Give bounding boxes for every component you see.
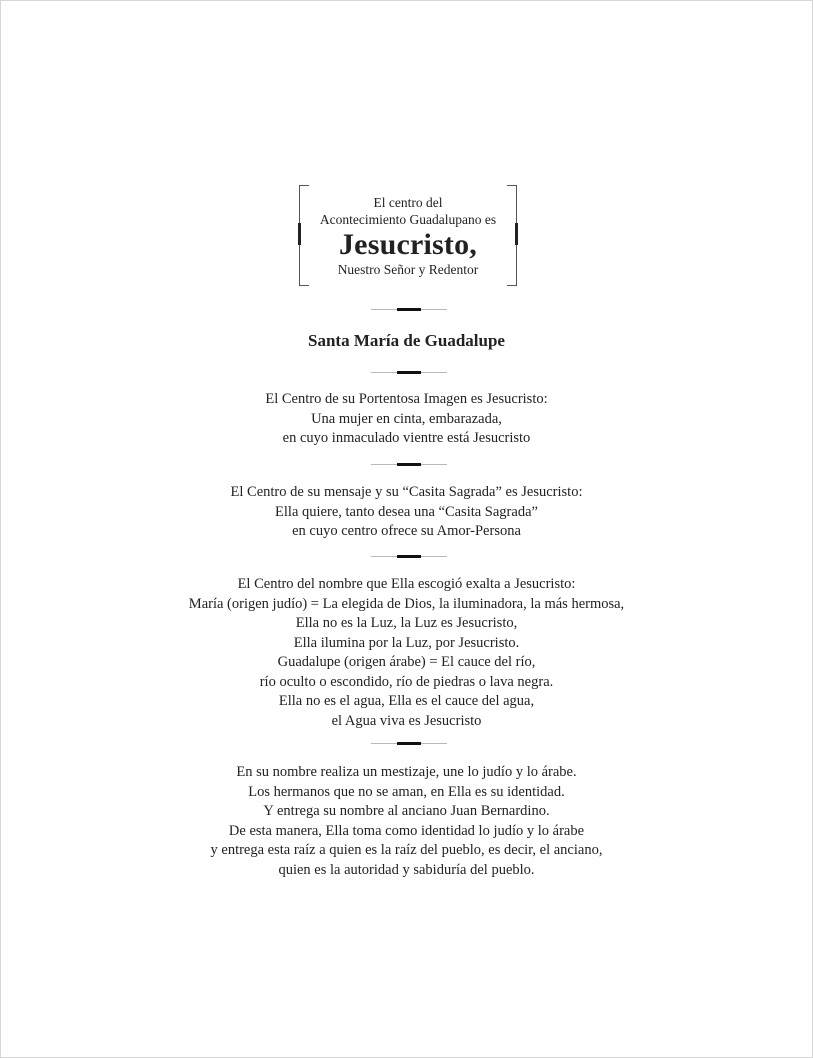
paragraph-line: en cuyo centro ofrece su Amor-Persona	[292, 523, 521, 539]
title-line-1: El centro del	[373, 195, 443, 210]
paragraph-line: quien es la autoridad y sabiduría del pueblo.	[278, 861, 535, 878]
paragraph-line: Ella no es el agua, Ella es el cauce del agua,	[278, 693, 535, 709]
paragraph-imagen	[1, 390, 812, 449]
paragraph-line: Ella ilumina por la Luz, por Jesucristo.	[293, 634, 520, 651]
paragraph-line: El Centro de su mensaje y su “Casita Sagrada” es Jesucristo:	[230, 484, 583, 500]
paragraph-line: En su nombre realiza un mestizaje, une lo judío y lo árabe.	[236, 764, 577, 780]
paragraph-line: Los hermanos que no se aman, en Ella es su identidad.	[248, 783, 565, 800]
title-headline: Jesucristo,	[338, 228, 477, 261]
paragraph-line: el Agua viva es Jesucristo	[331, 712, 482, 729]
paragraph-line: De esta manera, Ella toma como identidad lo judío y lo árabe	[228, 822, 585, 839]
paragraph-mestizaje	[1, 763, 812, 880]
paragraph-line: Ella no es la Luz, la Luz es Jesucristo,	[295, 615, 518, 631]
paragraph-line: Y entrega su nombre al anciano Juan Bernardino.	[263, 803, 550, 819]
title-line-2: Acontecimiento Guadalupano es	[319, 212, 497, 227]
section-heading: Santa María de Guadalupe	[308, 331, 505, 350]
divider	[371, 307, 447, 313]
title-box-text	[299, 194, 517, 278]
paragraph-nombre	[1, 575, 812, 731]
paragraph-line: y entrega esta raíz a quien es la raíz del pueblo, es decir, el anciano,	[210, 842, 603, 858]
paragraph-mensaje	[1, 483, 812, 542]
title-line-3: Nuestro Señor y Redentor	[337, 262, 479, 277]
paragraph-line: río oculto o escondido, río de piedras o lava negra.	[259, 673, 554, 690]
paragraph-line: en cuyo inmaculado vientre está Jesucristo	[282, 430, 531, 446]
paragraph-line: Guadalupe (origen árabe) = El cauce del río,	[277, 654, 536, 670]
title-box	[299, 185, 517, 286]
divider	[371, 370, 447, 376]
divider	[371, 741, 447, 747]
paragraph-line: El Centro de su Portentosa Imagen es Jesucristo:	[265, 391, 548, 407]
paragraph-line: Ella quiere, tanto desea una “Casita Sagrada”	[275, 503, 538, 520]
paragraph-line: El Centro del nombre que Ella escogió exalta a Jesucristo:	[237, 576, 576, 592]
paragraph-line: María (origen judío) = La elegida de Dios, la iluminadora, la más hermosa,	[188, 595, 625, 612]
divider	[371, 554, 447, 560]
paragraph-line: Una mujer en cinta, embarazada,	[311, 410, 502, 427]
divider	[371, 462, 447, 468]
